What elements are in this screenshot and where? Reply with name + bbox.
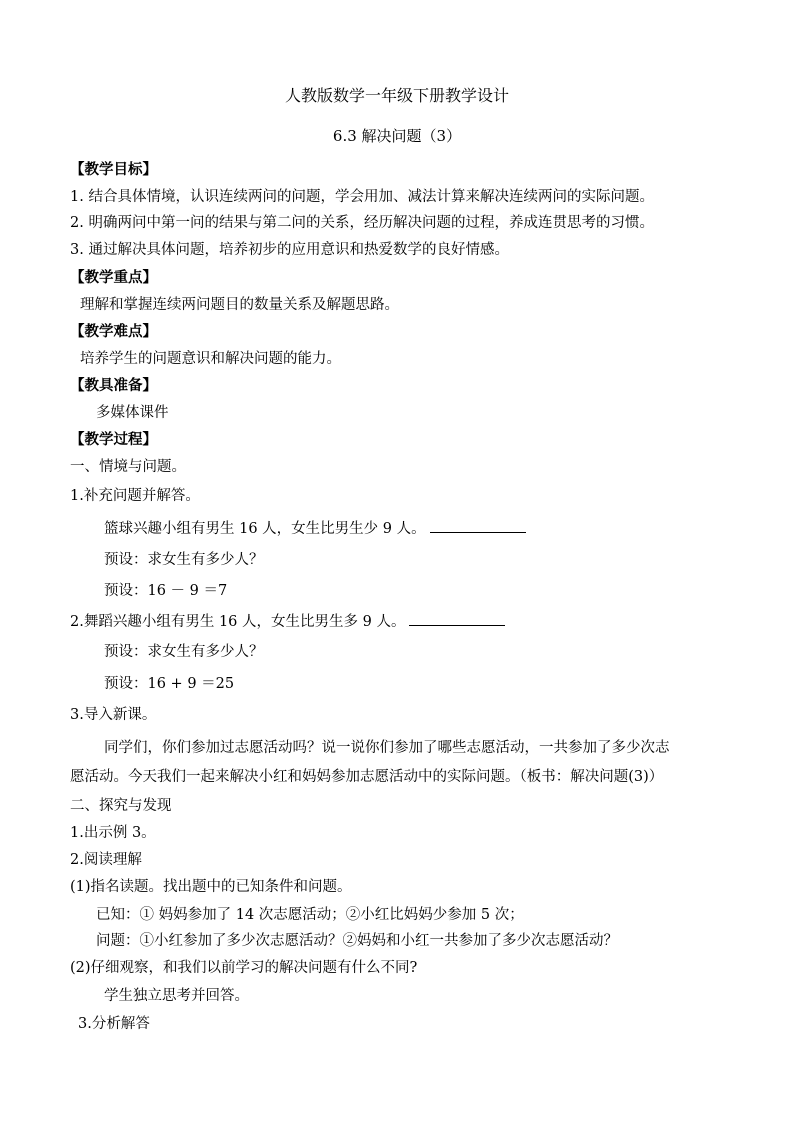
item2-problem-line (70, 611, 505, 632)
process-heading: 【教学过程】 (70, 431, 157, 448)
item2-preset-answer: 预设：16 + 9 ＝25 (104, 676, 235, 692)
tools-text: 多媒体课件 (96, 405, 169, 421)
page-subtitle: 6.3 解决问题（3） (332, 127, 462, 145)
item1-problem: 篮球兴趣小组有男生 16 人，女生比男生少 9 人。 (104, 521, 426, 537)
goals-heading: 【教学目标】 (70, 161, 157, 178)
part2-heading: 二、探究与发现 (70, 798, 172, 814)
goal-item-1: 1. 结合具体情境，认识连续两问的问题，学会用加、减法计算来解决连续两问的实际问题。 (70, 189, 654, 205)
part1-item-1: 1.补充问题并解答。 (70, 488, 200, 504)
part1-item-3: 3.导入新课。 (70, 707, 157, 723)
item1-preset-question: 预设：求女生有多少人？ (104, 552, 264, 568)
part2-sub-2: (2)仔细观察，和我们以前学习的解决问题有什么不同? (70, 960, 418, 976)
difficulty-heading: 【教学难点】 (70, 323, 157, 340)
answer-blank (430, 518, 526, 533)
intro-paragraph-line-2: 愿活动。今天我们一起来解决小红和妈妈参加志愿活动中的实际问题。（板书：解决问题(3)） (70, 769, 664, 785)
key-text: 理解和掌握连续两问题目的数量关系及解题思路。 (80, 297, 399, 313)
tools-heading: 【教具准备】 (70, 377, 157, 394)
key-heading: 【教学重点】 (70, 269, 157, 286)
goal-item-3: 3. 通过解决具体问题，培养初步的应用意识和热爱数学的良好情感。 (70, 242, 509, 258)
known-conditions: 已知：① 妈妈参加了 14 次志愿活动；②小红比妈妈少参加 5 次； (96, 907, 524, 923)
part1-heading: 一、情境与问题。 (70, 459, 186, 475)
questions: 问题：①小红参加了多少次志愿活动？②妈妈和小红一共参加了多少次志愿活动？ (96, 933, 618, 949)
goal-item-2: 2. 明确两问中第一问的结果与第二问的关系，经历解决问题的过程，养成连贯思考的习惯。 (70, 215, 654, 231)
student-answer: 学生独立思考并回答。 (104, 988, 249, 1004)
part2-item-3: 3.分析解答 (78, 1016, 150, 1032)
item2-preset-question: 预设：求女生有多少人？ (104, 644, 264, 660)
difficulty-text: 培养学生的问题意识和解决问题的能力。 (80, 351, 341, 367)
page-title: 人教版数学一年级下册教学设计 (284, 86, 509, 105)
intro-paragraph-line-1: 同学们，你们参加过志愿活动吗？说一说你们参加了哪些志愿活动，一共参加了多少次志 (104, 740, 670, 756)
part2-item-2: 2.阅读理解 (70, 852, 142, 868)
item2-problem: 2.舞蹈兴趣小组有男生 16 人，女生比男生多 9 人。 (70, 614, 406, 630)
item1-problem-line (104, 518, 526, 539)
part2-sub-1: (1)指名读题。找出题中的已知条件和问题。 (70, 879, 352, 895)
answer-blank (409, 611, 505, 626)
item1-preset-answer: 预设：16 － 9 ＝7 (104, 583, 228, 599)
part2-item-1: 1.出示例 3。 (70, 825, 156, 841)
